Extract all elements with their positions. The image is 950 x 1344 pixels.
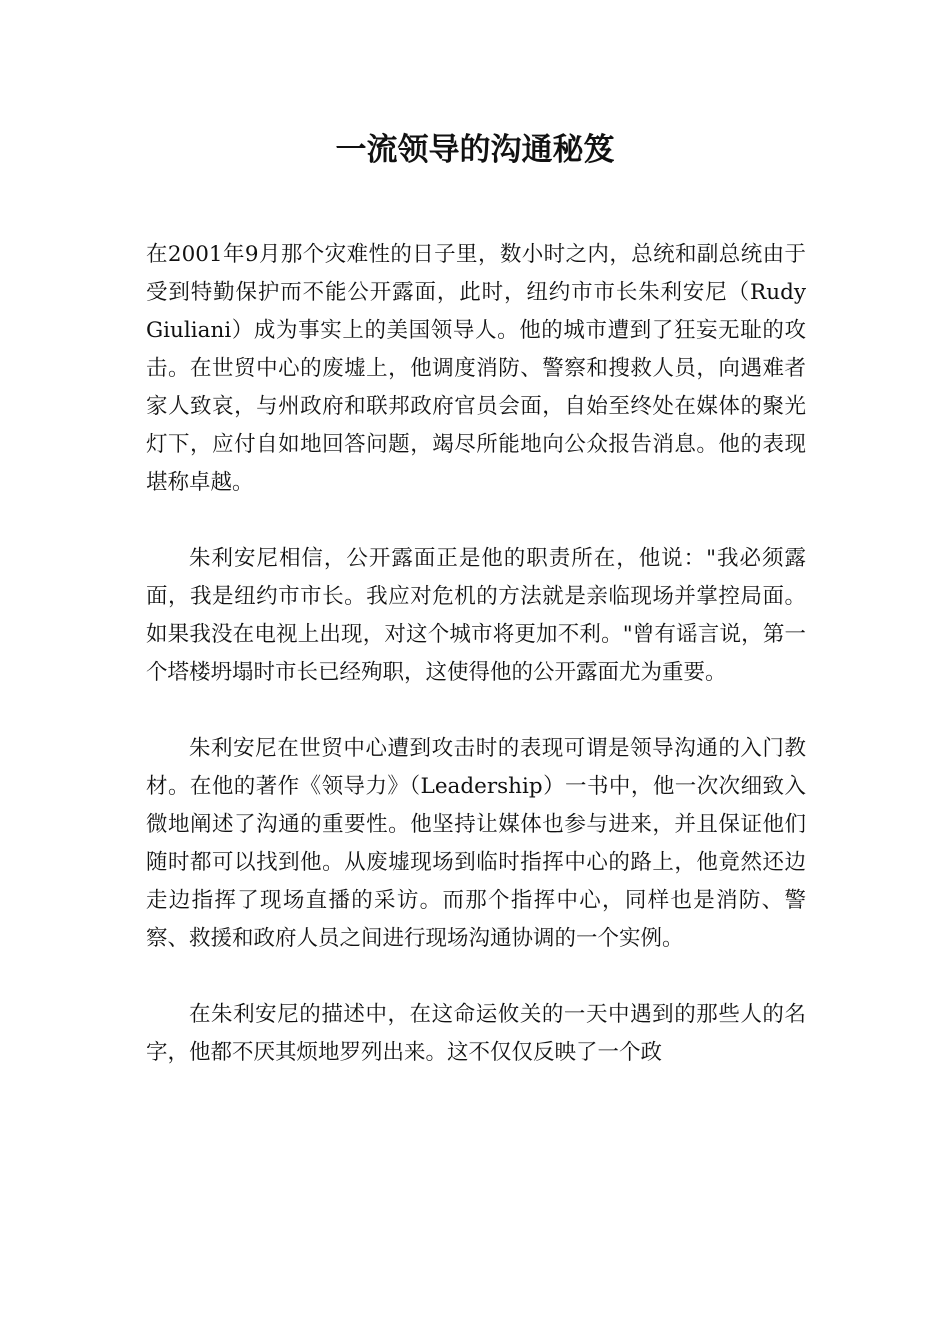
document-title: 一流领导的沟通秘笈 [335,132,615,168]
paragraph-1: 在2001年9月那个灾难性的日子里，数小时之内，总统和副总统由于受到特勤保护而不能公开露面，此时，纽约市市长朱利安尼（Rudy Giuliani）成为事实上的美国领导人。他的城市遭到了狂妄无耻的攻击。在世贸中心的废墟上，他调度消防、警察和搜救人员，向遇难者家人致哀，与州政府和联邦政府官员会面，自始至终处在媒体的聚光灯下，应付自如地回答问题，竭尽所能地向公众报告消息。他的表现堪称卓越。 [146,242,806,495]
paragraph-3: 朱利安尼在世贸中心遭到攻击时的表现可谓是领导沟通的入门教材。在他的著作《领导力》（Leadership）一书中，他一次次细致入微地阐述了沟通的重要性。他坚持让媒体也参与进来，并且保证他们随时都可以找到他。从废墟现场到临时指挥中心的路上，他竟然还边走边指挥了现场直播的采访。而那个指挥中心，同样也是消防、警察、救援和政府人员之间进行现场沟通协调的一个实例。 [146,736,806,951]
paragraph-4: 在朱利安尼的描述中，在这命运攸关的一天中遇到的那些人的名字，他都不厌其烦地罗列出来。这不仅仅反映了一个政 [146,1002,806,1065]
paragraph-2: 朱利安尼相信，公开露面正是他的职责所在，他说："我必须露面，我是纽约市市长。我应对危机的方法就是亲临现场并掌控局面。如果我没在电视上出现，对这个城市将更加不利。"曾有谣言说，第一个塔楼坍塌时市长已经殉职，这使得他的公开露面尤为重要。 [146,546,806,685]
document-body [146,236,806,1072]
